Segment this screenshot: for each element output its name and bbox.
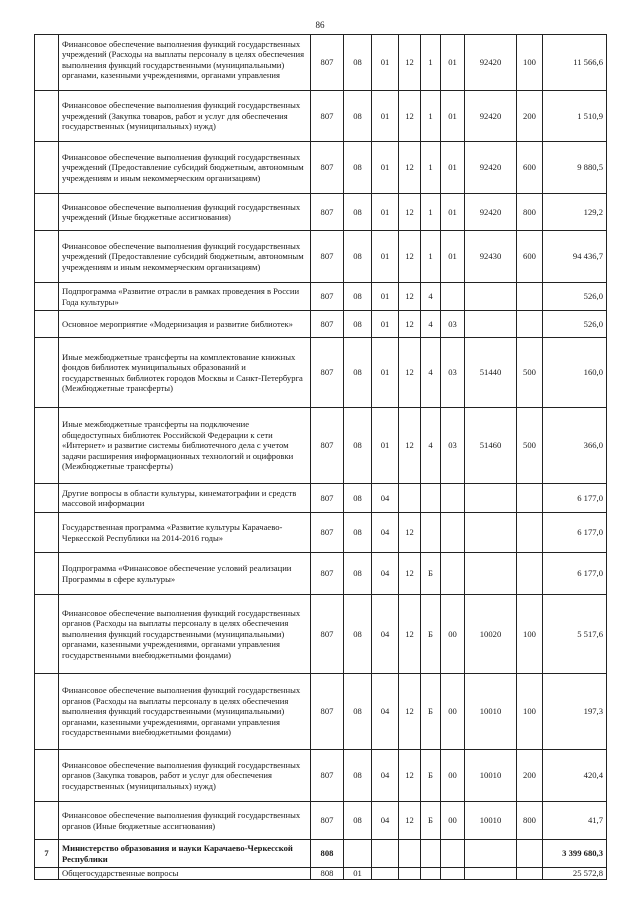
cell-sum: 5 517,6 — [543, 595, 607, 674]
cell-rz: 08 — [344, 311, 372, 338]
row-name: Подпрограмма «Развитие отрасли в рамках проведения в России Года культуры» — [59, 283, 311, 311]
cell-event — [441, 513, 465, 553]
cell-event: 01 — [441, 231, 465, 283]
cell-vr — [517, 513, 543, 553]
cell-program: 12 — [399, 194, 421, 231]
cell-pr: 04 — [372, 674, 399, 750]
cell-subprogram: 4 — [421, 408, 441, 484]
table-row — [35, 802, 607, 840]
cell-direction — [465, 513, 517, 553]
cell-sum: 3 399 680,3 — [543, 840, 607, 868]
cell-rz: 08 — [344, 484, 372, 513]
cell-subprogram — [421, 840, 441, 868]
cell-event — [441, 868, 465, 880]
cell-pr: 01 — [372, 231, 399, 283]
cell-sum: 160,0 — [543, 338, 607, 408]
table-row — [35, 595, 607, 674]
cell-program: 12 — [399, 408, 421, 484]
cell-rz: 08 — [344, 802, 372, 840]
cell-program: 12 — [399, 231, 421, 283]
row-number — [35, 595, 59, 674]
row-number — [35, 553, 59, 595]
cell-pr: 01 — [372, 408, 399, 484]
table-row — [35, 840, 607, 868]
cell-sum: 526,0 — [543, 311, 607, 338]
cell-ved: 807 — [311, 484, 344, 513]
cell-pr: 04 — [372, 595, 399, 674]
cell-direction: 92420 — [465, 91, 517, 142]
cell-sum: 9 880,5 — [543, 142, 607, 194]
table-row — [35, 283, 607, 311]
cell-direction: 92420 — [465, 142, 517, 194]
row-name: Финансовое обеспечение выполнения функций государственных органов (Закупка товаров, работ и услуг для обеспечения государственных (муниципальных) нужд) — [59, 750, 311, 802]
cell-vr: 800 — [517, 194, 543, 231]
cell-event: 01 — [441, 142, 465, 194]
cell-ved: 808 — [311, 868, 344, 880]
table-row — [35, 194, 607, 231]
cell-vr — [517, 311, 543, 338]
row-name: Финансовое обеспечение выполнения функций государственных учреждений (Расходы на выплаты персоналу в целях обеспечения выполнения функций государственными (муниципальными) органами, казенными учреждениями, органами управления — [59, 35, 311, 91]
cell-ved: 807 — [311, 142, 344, 194]
cell-direction: 10010 — [465, 750, 517, 802]
table-row — [35, 35, 607, 91]
cell-ved: 808 — [311, 840, 344, 868]
cell-rz — [344, 840, 372, 868]
row-number — [35, 674, 59, 750]
cell-pr: 01 — [372, 283, 399, 311]
cell-program: 12 — [399, 513, 421, 553]
cell-subprogram: 1 — [421, 91, 441, 142]
cell-event — [441, 553, 465, 595]
row-name: Финансовое обеспечение выполнения функций государственных учреждений (Закупка товаров, работ и услуг для обеспечения государственных (муниципальных) нужд) — [59, 91, 311, 142]
cell-subprogram: Б — [421, 750, 441, 802]
cell-event — [441, 484, 465, 513]
table-row — [35, 513, 607, 553]
cell-vr: 500 — [517, 408, 543, 484]
cell-subprogram: Б — [421, 553, 441, 595]
table-row — [35, 553, 607, 595]
page-number: 86 — [315, 20, 325, 30]
row-number — [35, 750, 59, 802]
cell-program: 12 — [399, 802, 421, 840]
cell-program: 12 — [399, 750, 421, 802]
cell-direction — [465, 484, 517, 513]
cell-direction: 10010 — [465, 674, 517, 750]
row-number — [35, 868, 59, 880]
cell-rz: 08 — [344, 408, 372, 484]
cell-subprogram: 1 — [421, 35, 441, 91]
cell-ved: 807 — [311, 91, 344, 142]
row-number — [35, 91, 59, 142]
row-name: Другие вопросы в области культуры, кинематографии и средств массовой информации — [59, 484, 311, 513]
table-row — [35, 674, 607, 750]
row-name: Финансовое обеспечение выполнения функций государственных органов (Расходы на выплаты персоналу в целях обеспечения выполнения функций государственными (муниципальными) органами, казенными учреждениями, органами управления государственными внебюджетными фондами) — [59, 674, 311, 750]
table-row — [35, 91, 607, 142]
cell-subprogram: Б — [421, 674, 441, 750]
cell-pr: 04 — [372, 553, 399, 595]
cell-vr: 200 — [517, 750, 543, 802]
cell-subprogram: Б — [421, 802, 441, 840]
cell-ved: 807 — [311, 513, 344, 553]
table-row — [35, 750, 607, 802]
cell-sum: 6 177,0 — [543, 553, 607, 595]
cell-pr: 01 — [372, 311, 399, 338]
cell-event: 01 — [441, 194, 465, 231]
cell-vr: 500 — [517, 338, 543, 408]
cell-pr: 04 — [372, 750, 399, 802]
cell-rz: 08 — [344, 674, 372, 750]
cell-rz: 08 — [344, 338, 372, 408]
table-row — [35, 142, 607, 194]
cell-pr: 04 — [372, 484, 399, 513]
row-name: Иные межбюджетные трансферты на комплектование книжных фондов библиотек муниципальных образований и государственных библиотек городов Москвы и Санкт-Петербурга (Межбюджетные трансферты) — [59, 338, 311, 408]
cell-program — [399, 484, 421, 513]
row-number: 7 — [35, 840, 59, 868]
cell-sum: 366,0 — [543, 408, 607, 484]
cell-vr — [517, 868, 543, 880]
cell-program: 12 — [399, 311, 421, 338]
cell-event: 01 — [441, 91, 465, 142]
table-row — [35, 868, 607, 880]
cell-direction: 51440 — [465, 338, 517, 408]
table-row — [35, 338, 607, 408]
cell-ved: 807 — [311, 231, 344, 283]
cell-program: 12 — [399, 674, 421, 750]
cell-event: 03 — [441, 338, 465, 408]
cell-subprogram — [421, 484, 441, 513]
row-name: Финансовое обеспечение выполнения функций государственных органов (Иные бюджетные ассигнования) — [59, 802, 311, 840]
cell-direction: 92420 — [465, 194, 517, 231]
cell-ved: 807 — [311, 338, 344, 408]
cell-direction: 51460 — [465, 408, 517, 484]
row-name: Финансовое обеспечение выполнения функций государственных учреждений (Предоставление субсидий бюджетным, автономным учреждениям и иным некоммерческим организациям) — [59, 142, 311, 194]
cell-ved: 807 — [311, 311, 344, 338]
cell-direction — [465, 311, 517, 338]
row-number — [35, 35, 59, 91]
row-name: Основное мероприятие «Модернизация и развитие библиотек» — [59, 311, 311, 338]
cell-subprogram: 4 — [421, 338, 441, 408]
cell-sum: 25 572,8 — [543, 868, 607, 880]
cell-direction: 92430 — [465, 231, 517, 283]
cell-sum: 526,0 — [543, 283, 607, 311]
row-number — [35, 802, 59, 840]
cell-rz: 08 — [344, 750, 372, 802]
cell-sum: 420,4 — [543, 750, 607, 802]
row-number — [35, 311, 59, 338]
cell-event — [441, 840, 465, 868]
cell-sum: 6 177,0 — [543, 513, 607, 553]
cell-rz: 08 — [344, 142, 372, 194]
cell-event: 03 — [441, 311, 465, 338]
cell-ved: 807 — [311, 283, 344, 311]
cell-program: 12 — [399, 553, 421, 595]
row-name: Общегосударственные вопросы — [59, 868, 311, 880]
cell-ved: 807 — [311, 35, 344, 91]
cell-vr: 600 — [517, 231, 543, 283]
cell-ved: 807 — [311, 802, 344, 840]
row-name: Финансовое обеспечение выполнения функций государственных учреждений (Иные бюджетные ассигнования) — [59, 194, 311, 231]
cell-subprogram — [421, 868, 441, 880]
row-number — [35, 408, 59, 484]
row-name: Министерство образования и науки Карачаево-Черкесской Республики — [59, 840, 311, 868]
cell-pr: 04 — [372, 802, 399, 840]
cell-program: 12 — [399, 91, 421, 142]
cell-sum: 1 510,9 — [543, 91, 607, 142]
cell-pr — [372, 840, 399, 868]
cell-rz: 08 — [344, 595, 372, 674]
row-number — [35, 484, 59, 513]
row-number — [35, 338, 59, 408]
cell-vr: 100 — [517, 674, 543, 750]
cell-direction: 10010 — [465, 802, 517, 840]
row-name: Подпрограмма «Финансовое обеспечение условий реализации Программы в сфере культуры» — [59, 553, 311, 595]
cell-rz: 08 — [344, 194, 372, 231]
cell-vr — [517, 484, 543, 513]
cell-direction — [465, 840, 517, 868]
row-name: Финансовое обеспечение выполнения функций государственных учреждений (Предоставление субсидий бюджетным, автономным учреждениям и иным некоммерческим организациям) — [59, 231, 311, 283]
cell-event: 00 — [441, 595, 465, 674]
cell-program: 12 — [399, 35, 421, 91]
cell-ved: 807 — [311, 750, 344, 802]
cell-vr — [517, 840, 543, 868]
cell-rz: 08 — [344, 553, 372, 595]
cell-vr: 600 — [517, 142, 543, 194]
row-name: Иные межбюджетные трансферты на подключение общедоступных библиотек Российской Федерации к сети «Интернет» и развитие системы библиотечного дела с учетом задачи расширения информационных технологий и оцифровки (Межбюджетные трансферты) — [59, 408, 311, 484]
cell-subprogram: Б — [421, 595, 441, 674]
cell-subprogram: 4 — [421, 283, 441, 311]
cell-ved: 807 — [311, 595, 344, 674]
cell-ved: 807 — [311, 553, 344, 595]
cell-event — [441, 283, 465, 311]
cell-subprogram — [421, 513, 441, 553]
cell-program — [399, 868, 421, 880]
cell-program: 12 — [399, 595, 421, 674]
cell-direction — [465, 868, 517, 880]
row-number — [35, 231, 59, 283]
cell-event: 00 — [441, 750, 465, 802]
table-row — [35, 484, 607, 513]
row-number — [35, 283, 59, 311]
cell-event: 03 — [441, 408, 465, 484]
budget-table — [34, 34, 607, 880]
row-name: Государственная программа «Развитие культуры Карачаево-Черкесской Республики на 2014-2016 годы» — [59, 513, 311, 553]
cell-ved: 807 — [311, 194, 344, 231]
cell-event: 01 — [441, 35, 465, 91]
cell-pr: 01 — [372, 35, 399, 91]
cell-rz: 01 — [344, 868, 372, 880]
cell-subprogram: 1 — [421, 142, 441, 194]
cell-pr: 01 — [372, 338, 399, 408]
cell-pr: 01 — [372, 142, 399, 194]
cell-direction: 10020 — [465, 595, 517, 674]
cell-vr: 200 — [517, 91, 543, 142]
cell-sum: 94 436,7 — [543, 231, 607, 283]
cell-event: 00 — [441, 674, 465, 750]
cell-ved: 807 — [311, 674, 344, 750]
cell-subprogram: 1 — [421, 194, 441, 231]
row-number — [35, 194, 59, 231]
cell-program: 12 — [399, 142, 421, 194]
cell-vr — [517, 553, 543, 595]
row-number — [35, 142, 59, 194]
cell-sum: 6 177,0 — [543, 484, 607, 513]
cell-direction — [465, 283, 517, 311]
cell-vr: 100 — [517, 35, 543, 91]
cell-rz: 08 — [344, 35, 372, 91]
cell-vr — [517, 283, 543, 311]
table-row — [35, 231, 607, 283]
cell-pr: 01 — [372, 91, 399, 142]
cell-rz: 08 — [344, 283, 372, 311]
cell-event: 00 — [441, 802, 465, 840]
cell-ved: 807 — [311, 408, 344, 484]
table-row — [35, 408, 607, 484]
cell-program: 12 — [399, 283, 421, 311]
cell-program: 12 — [399, 338, 421, 408]
cell-direction: 92420 — [465, 35, 517, 91]
cell-subprogram: 4 — [421, 311, 441, 338]
cell-pr: 01 — [372, 194, 399, 231]
cell-rz: 08 — [344, 513, 372, 553]
cell-vr: 800 — [517, 802, 543, 840]
cell-sum: 11 566,6 — [543, 35, 607, 91]
cell-sum: 197,3 — [543, 674, 607, 750]
cell-sum: 129,2 — [543, 194, 607, 231]
cell-subprogram: 1 — [421, 231, 441, 283]
cell-program — [399, 840, 421, 868]
cell-sum: 41,7 — [543, 802, 607, 840]
cell-vr: 100 — [517, 595, 543, 674]
cell-direction — [465, 553, 517, 595]
table-row — [35, 311, 607, 338]
cell-pr — [372, 868, 399, 880]
row-name: Финансовое обеспечение выполнения функций государственных органов (Расходы на выплаты персоналу в целях обеспечения выполнения функций государственными (муниципальными) органами, казенными учреждениями, органами управления государственными внебюджетными фондами) — [59, 595, 311, 674]
cell-rz: 08 — [344, 91, 372, 142]
cell-pr: 04 — [372, 513, 399, 553]
row-number — [35, 513, 59, 553]
cell-rz: 08 — [344, 231, 372, 283]
